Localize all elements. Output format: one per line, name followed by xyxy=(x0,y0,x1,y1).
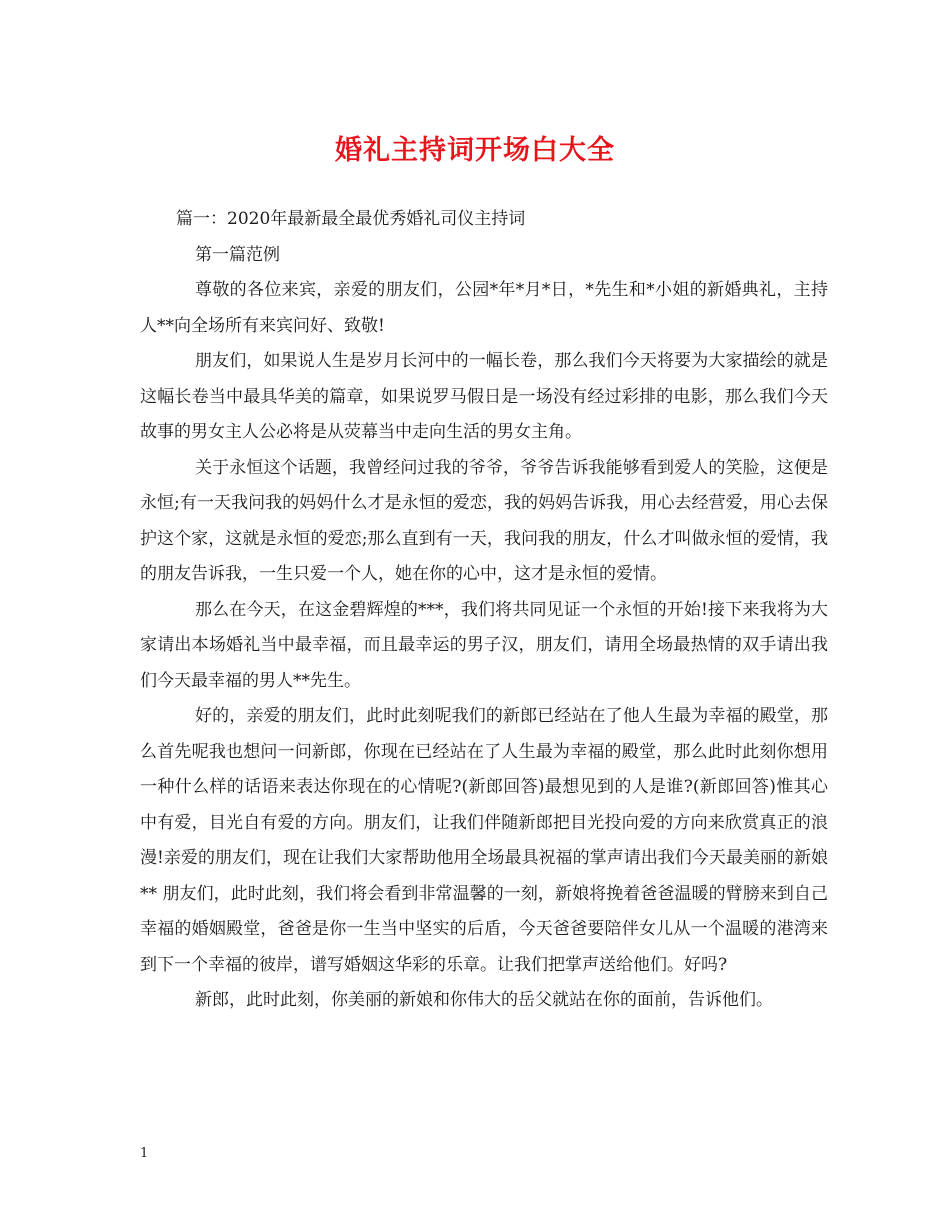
paragraph: 好的，亲爱的朋友们，此时此刻呢我们的新郎已经站在了他人生最为幸福的殿堂，那么首先呢我也想问一问新郎，你现在已经站在了人生最为幸福的殿堂，那么此时此刻你想用一种什么样的话语来表达你现在的心情呢?(新郎回答)最想见到的人是谁?(新郎回答)惟其心中有爱，目光自有爱的方向。朋友们，让我们伴随新郎把目光投向爱的方向来欣赏真正的浪漫!亲爱的朋友们，现在让我们大家帮助他用全场最具祝福的掌声请出我们今天最美丽的新娘** 朋友们，此时此刻，我们将会看到非常温馨的一刻，新娘将挽着爸爸温暖的臂膀来到自己幸福的婚姻殿堂，爸爸是你一生当中坚实的后盾，今天爸爸要陪伴女儿从一个温暖的港湾来到下一个幸福的彼岸，谱写婚姻这华彩的乐章。让我们把掌声送给他们。好吗? xyxy=(140,706,828,975)
section-heading: 篇一：2020年最新最全最优秀婚礼司仪主持词 xyxy=(176,209,526,229)
section-subheading: 第一篇范例 xyxy=(195,244,280,265)
paragraph: 新郎，此时此刻，你美丽的新娘和你伟大的岳父就站在你的面前，告诉他们。 xyxy=(195,990,773,1010)
paragraph: 那么在今天，在这金碧辉煌的***，我们将共同见证一个永恒的开始!接下来我将为大家请出本场婚礼当中最幸福，而且最幸运的男子汉，朋友们，请用全场最热情的双手请出我们今天最幸福的男人**先生。 xyxy=(140,599,828,691)
document-body xyxy=(140,202,828,1019)
paragraph: 尊敬的各位来宾，亲爱的朋友们，公园*年*月*日，*先生和*小姐的新婚典礼，主持人**向全场所有来宾问好、致敬! xyxy=(140,280,828,336)
paragraph: 朋友们，如果说人生是岁月长河中的一幅长卷，那么我们今天将要为大家描绘的就是这幅长卷当中最具华美的篇章，如果说罗马假日是一场没有经过彩排的电影，那么我们今天故事的男女主人公必将是从荧幕当中走向生活的男女主角。 xyxy=(140,351,828,442)
document-title: 婚礼主持词开场白大全 xyxy=(335,135,615,166)
page-number: 1 xyxy=(140,1146,149,1161)
paragraph: 关于永恒这个话题，我曾经问过我的爷爷，爷爷告诉我能够看到爱人的笑脸，这便是永恒;有一天我问我的妈妈什么才是永恒的爱恋，我的妈妈告诉我，用心去经营爱，用心去保护这个家，这就是永恒的爱恋;那么直到有一天，我问我的朋友，什么才叫做永恒的爱情，我的朋友告诉我，一生只爱一个人，她在你的心中，这才是永恒的爱情。 xyxy=(140,457,828,584)
